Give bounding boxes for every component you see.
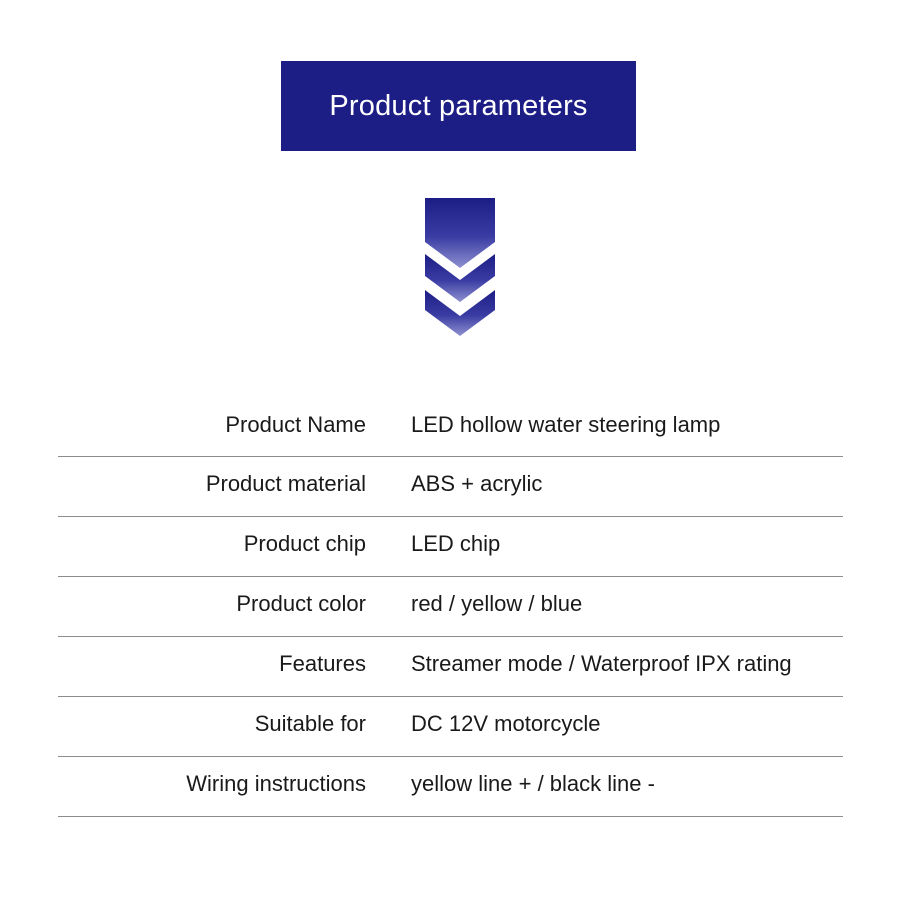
param-label: Product color	[236, 591, 366, 616]
page-title: Product parameters	[329, 89, 588, 122]
param-label: Product material	[205, 471, 366, 496]
chevron-down-icon	[425, 198, 495, 338]
param-value: red / yellow / blue	[411, 591, 583, 616]
table-row	[58, 697, 843, 757]
table-row	[58, 398, 843, 457]
table-row	[58, 757, 843, 817]
param-value: LED hollow water steering lamp	[411, 412, 721, 437]
param-value: Streamer mode / Waterproof IPX rating	[411, 651, 792, 676]
param-value: LED chip	[411, 531, 501, 556]
param-value: ABS + acrylic	[411, 471, 543, 496]
table-row	[58, 577, 843, 637]
param-label: Product chip	[243, 531, 366, 556]
param-label: Product Name	[225, 412, 366, 437]
param-value: yellow line + / black line -	[411, 771, 655, 796]
table-row	[58, 517, 843, 577]
chevron-shape-1	[425, 198, 495, 268]
table-row	[58, 637, 843, 697]
param-label: Suitable for	[254, 711, 366, 736]
param-label: Features	[279, 651, 366, 676]
param-value: DC 12V motorcycle	[411, 711, 601, 736]
title-banner	[281, 61, 636, 151]
params-table	[58, 398, 843, 817]
table-row	[58, 457, 843, 517]
param-label: Wiring instructions	[186, 771, 366, 796]
